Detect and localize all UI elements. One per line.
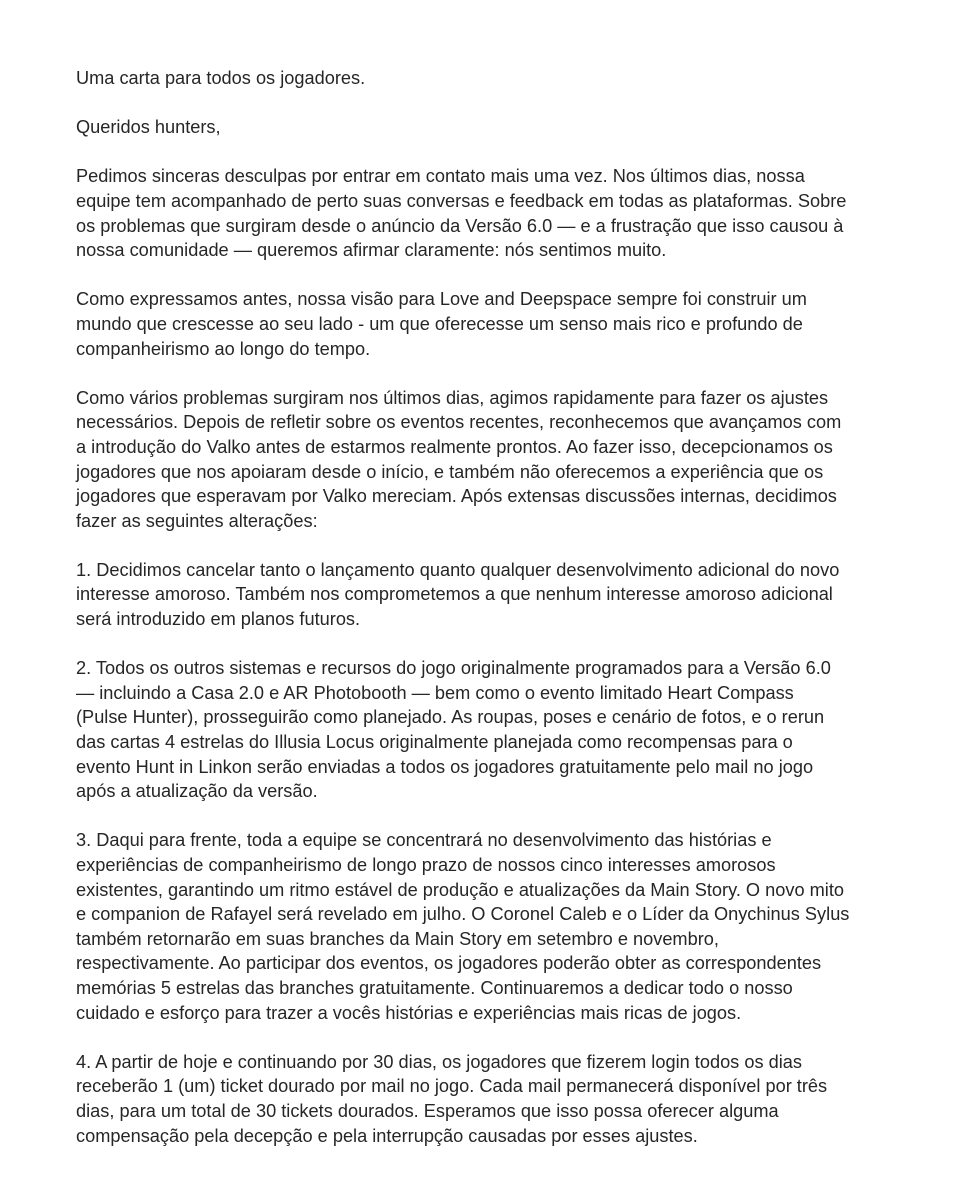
paragraph-item-1: 1. Decidimos cancelar tanto o lançamento quanto qualquer desenvolvimento adicional do novo interesse amoroso. Também nos comprometemos a que nenhum interesse amoroso adicional será introduzido em planos futuros.	[76, 559, 840, 630]
paragraph-decision: Como vários problemas surgiram nos últimos dias, agimos rapidamente para fazer os ajustes necessários. Depois de refletir sobre os eventos recentes, reconhecemos que avançamos com a introdução do Valko antes de estarmos realmente prontos. Ao fazer isso, decepcionamos os jogadores que nos apoiaram desde o início, e também não oferecemos a experiência que os jogadores que esperavam por Valko mereciam. Após extensas discussões internas, decidimos fazer as seguintes alterações:	[76, 387, 842, 531]
paragraph-item-4: 4. A partir de hoje e continuando por 30 dias, os jogadores que fizerem login todos os dias receberão 1 (um) ticket dourado por mail no jogo. Cada mail permanecerá disponível por três dias, para um total de 30 tickets dourados. Esperamos que isso possa oferecer alguma compensação pela decepção e pela interrupção causadas por esses ajustes.	[76, 1051, 828, 1146]
paragraph-apology: Pedimos sinceras desculpas por entrar em contato mais uma vez. Nos últimos dias, nossa equipe tem acompanhado de perto suas conversas e feedback em todas as plataformas. Sobre os problemas que surgiram desde o anúncio da Versão 6.0 — e a frustração que isso causou à nossa comunidade — queremos afirmar claramente: nós sentimos muito.	[76, 166, 847, 261]
letter-title: Uma carta para todos os jogadores.	[76, 68, 366, 88]
letter-body	[76, 66, 896, 1148]
paragraph-vision: Como expressamos antes, nossa visão para Love and Deepspace sempre foi construir um mundo que crescesse ao seu lado - um que oferecesse um senso mais rico e profundo de companheirismo ao longo do tempo.	[76, 289, 807, 359]
letter-greeting: Queridos hunters,	[76, 117, 221, 138]
paragraph-item-2: 2. Todos os outros sistemas e recursos do jogo originalmente programados para a Versão 6.0 — incluindo a Casa 2.0 e AR Photobooth — bem como o evento limitado Heart Compass (Pulse Hunter), prosseguirão como planejado. As roupas, poses e cenário de fotos, e o rerun das cartas 4 estrelas do Illusia Locus originalmente planejada como recompensas para o evento Hunt in Linkon serão enviadas a todos os jogadores gratuitamente pelo mail no jogo após a atualização da versão.	[76, 658, 831, 802]
paragraph-item-3: 3. Daqui para frente, toda a equipe se concentrará no desenvolvimento das histórias e experiências de companheirismo de longo prazo de nossos cinco interesses amorosos existentes, garantindo um ritmo estável de produção e atualizações da Main Story. O novo mito e companion de Rafayel será revelado em julho. O Coronel Caleb e o Líder da Onychinus Sylus também retornarão em suas branches da Main Story em setembro e novembro, respectivamente. Ao participar dos eventos, os jogadores poderão obter as correspondentes memórias 5 estrelas das branches gratuitamente. Continuaremos a dedicar todo o nosso cuidado e esforço para trazer a vocês histórias e experiências mais ricas de jogos.	[76, 830, 850, 1023]
